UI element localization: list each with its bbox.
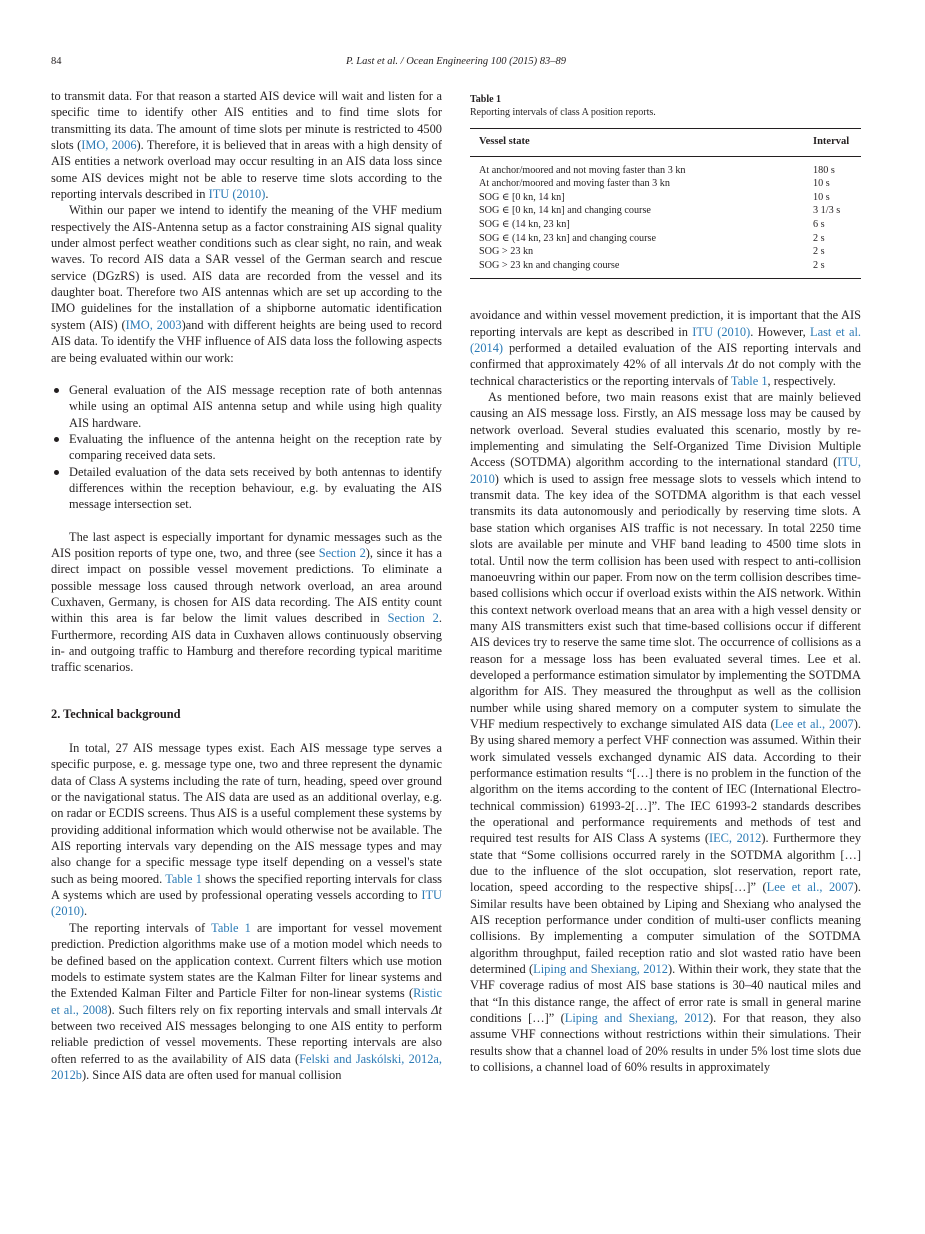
paragraph <box>51 202 442 365</box>
text-run: , respectively. <box>767 373 836 388</box>
text-run: General evaluation of the AIS message reception rate of both antennas while using an optimal AIS antenna setup and while using high quality AIS hardware. <box>69 382 442 430</box>
paragraph <box>470 307 861 389</box>
right-column <box>470 88 861 1076</box>
paragraph <box>51 88 442 202</box>
text-run: The reporting intervals of <box>69 920 212 935</box>
bullet-list <box>51 382 442 513</box>
text-run: . <box>84 904 88 919</box>
citation-link[interactable]: Lee et al., 2007 <box>774 716 854 731</box>
table-cell: 180 s <box>813 164 835 176</box>
table-cell: SOG ∈ [0 kn, 14 kn] <box>479 191 565 203</box>
paragraph <box>470 389 861 1075</box>
page-header <box>51 56 861 72</box>
text-run: to transmit data. For that reason a started AIS device will wait and listen for a specific time to identify other AIS entities and to find time slots for transmitting its data. The amount of time slots per minute is restricted to 4500 slots ( <box>51 89 442 153</box>
paragraph <box>51 740 442 920</box>
table-link[interactable]: Table 1 <box>211 920 251 935</box>
table-cell: SOG ∈ [0 kn, 14 kn] and changing course <box>479 205 651 217</box>
table-cell: SOG > 23 kn and changing course <box>470 259 804 279</box>
citation-link[interactable]: IEC, 2012 <box>708 831 762 846</box>
table-row <box>470 245 861 259</box>
table-link[interactable]: Table 1 <box>165 871 202 886</box>
table-cell: 2 s <box>813 232 825 244</box>
text-run: In total, 27 AIS message types exist. Each AIS message type serves a specific purpose, e. g. message type one, two and three represent the dynamic data of Class A systems including the rate of turn, heading, speed over ground or the navigational status. The AIS data are used as an additional overlay, e.g. on radar or ECDIS screens. Thus AIS is a useful complement these systems by providing additional information which would otherwise not be available. The AIS reporting intervals vary depending on the AIS message types and may also change for a specific message type itself depending on a vessel's state such as being moored. <box>51 741 442 886</box>
math-symbol: Δt <box>727 357 739 372</box>
left-column <box>51 88 442 1083</box>
table-row <box>470 259 861 279</box>
running-head: P. Last et al. / Ocean Engineering 100 (2015) 83–89 <box>346 56 566 67</box>
text-run: Within our paper we intend to identify the meaning of the VHF medium respectively the AIS-Antenna setup as a factor constraining AIS signal quality under almost perfect weather conditions such as clear sight, no rain, and weak waves. To record AIS data a SAR vessel of the German search and rescue service (DGzRS) is used. AIS data are recorded from the vessel and its daughter boat. Therefore two AIS antennas which are set up according to the IMO guidelines for the installation of a shipborne automatic identification system (AIS) ( <box>51 203 442 332</box>
text-run: shows the specified reporting intervals for class A systems which are used by professional operating vessels according to <box>51 871 442 903</box>
text-run: ). By using shared memory a perfect VHF connection was assumed. Within their work simulated vessels exchanged dynamic AIS data. According to their performance estimation results “[…] there is no problem in the function of the algorithm on the items according to the content of IEC (International Electro-technical commission) 61993-2[…]”. The IEC 61993-2 standards describes the operational and performance requirements and methods of test and required test results for AIS Class A systems ( <box>470 716 861 846</box>
text-run: between two received AIS messages belonging to one AIS entity to perform reliable prediction of vessel movements. These reporting intervals are also often referred to as the availability of AIS data ( <box>51 1018 442 1066</box>
table-row <box>470 177 861 191</box>
table-row <box>470 232 861 246</box>
table-cell: SOG > 23 kn <box>479 246 534 258</box>
table-cell: 6 s <box>813 218 825 230</box>
text-run: ). For that reason, they also assume VHF connections without restrictions within their simulations. Their results show that a channel load of 20% results in under 5% lost time slots due to collisions, a channel load of 60% results in approximately <box>470 1011 862 1075</box>
table-cell: SOG ∈ (14 kn, 23 kn] <box>479 218 570 230</box>
list-item <box>51 464 442 513</box>
bullet-icon <box>54 470 59 475</box>
table-cell: 3 1/3 s <box>813 205 841 217</box>
math-symbol: Δt <box>431 1002 442 1017</box>
table-cell: 10 s <box>813 191 830 203</box>
table-cell: 2 s <box>804 259 861 279</box>
text-run: ). Such filters rely on fix reporting intervals and small intervals <box>107 1002 432 1017</box>
bullet-icon <box>54 388 59 393</box>
text-run: ). Furthermore they state that “Some collisions occurred rarely in the SOTDMA algorithm […] due to the influence of the slot occupation, slot reservation, report rate, location, speed according to the respective ships[…]” ( <box>470 831 862 895</box>
citation-link[interactable]: ITU, 2010 <box>470 455 861 486</box>
section-heading: 2. Technical background <box>51 706 181 721</box>
text-run: The last aspect is especially important for dynamic messages such as the AIS position reports of type one, two, and three (see <box>51 529 442 560</box>
text-run: are important for vessel movement prediction. Prediction algorithms make use of a motion model which needs to be defined based on the application context. Current filters which use motion models to estimate system states are the Kalman Filter for linear systems and the Extended Kalman Filter and Particle Filter for non-linear systems ( <box>51 920 442 1001</box>
text-run: performed a detailed evaluation of the AIS reporting intervals and confirmed that approximately 42% of all intervals <box>470 341 861 372</box>
list-item <box>51 431 442 464</box>
citation-link[interactable]: Liping and Shexiang, 2012 <box>533 962 668 977</box>
table-cell: At anchor/moored and moving faster than 3 kn <box>479 178 670 190</box>
section-link[interactable]: Section 2 <box>387 611 439 626</box>
citation-link[interactable]: ITU (2010) <box>692 324 751 339</box>
reporting-intervals-table <box>470 128 861 279</box>
citation-link[interactable]: Last et al. (2014) <box>470 324 861 356</box>
column-header: Interval <box>804 129 861 157</box>
list-item <box>51 382 442 431</box>
citation-link[interactable]: ITU (2010) <box>51 888 442 919</box>
text-run: avoidance and within vessel movement prediction, it is important that the AIS reporting intervals are kept as described in <box>470 308 861 339</box>
paragraph <box>51 920 442 1083</box>
page-number: 84 <box>51 56 62 67</box>
table-cell: SOG ∈ (14 kn, 23 kn] and changing course <box>479 232 657 244</box>
text-run: do not comply with the technical characteristics or the reporting intervals of <box>470 357 861 388</box>
citation-link[interactable]: Felski and Jaskólski, 2012a, 2012b <box>51 1051 442 1082</box>
table-cell: At anchor/moored and not moving faster than 3 kn <box>479 164 686 176</box>
text-run: ), since it has a direct impact on possible vessel movement predictions. To eliminate a possible message loss caused through network overload, an area around Cuxhaven, Germany, is chosen for AIS data recording. The AIS entity count within this area is far below the limit values described in <box>51 545 442 626</box>
citation-link[interactable]: Ristic et al., 2008 <box>51 986 442 1017</box>
table-cell: 10 s <box>813 178 830 190</box>
table-row <box>470 218 861 232</box>
text-run: . <box>265 187 269 202</box>
text-run: ). Since AIS data are often used for manual collision <box>81 1067 342 1082</box>
column-header: Vessel state <box>470 129 804 157</box>
text-run: . However, <box>750 324 811 339</box>
bullet-icon <box>54 437 59 442</box>
citation-link[interactable]: ITU (2010) <box>208 187 266 202</box>
citation-link[interactable]: Liping and Shexiang, 2012 <box>564 1011 710 1026</box>
section-link[interactable]: Section 2 <box>318 545 366 560</box>
text-run: . Furthermore, recording AIS data in Cuxhaven allows continuously observing in- and outgoing traffic to Hamburg and therefore recording typical maritime traffic scenarios. <box>51 611 442 675</box>
table-caption-text: Reporting intervals of class A position reports. <box>470 107 656 118</box>
citation-link[interactable]: IMO, 2006 <box>81 138 137 153</box>
table-row <box>470 204 861 218</box>
text-run: )and with different heights are being used to record AIS data. To identify the VHF influence of AIS data loss the following aspects are being evaluated within our work: <box>51 317 442 365</box>
text-run: ). Therefore, it is believed that in areas with a high density of AIS entities a network overload may occur resulting in an AIS data loss since some AIS devices might not be able to reserve time slots according to the reporting intervals described in <box>51 138 442 202</box>
table-link[interactable]: Table 1 <box>730 373 768 388</box>
text-run: ). Similar results have been obtained by Liping and Shexiang who analysed the AIS reception performance under condition of multi-user conflicts meaning collisions. By implementing a computer simulation of the SOTDMA algorithm throughput, failed reception ratio and slot wasted ratio have been determined ( <box>470 880 861 977</box>
citation-link[interactable]: IMO, 2003 <box>125 317 182 332</box>
text-run: Evaluating the influence of the antenna height on the reception rate by comparing received data sets. <box>69 431 442 463</box>
table-caption <box>470 93 861 119</box>
table-label: Table 1 <box>470 94 502 105</box>
citation-link[interactable]: Lee et al., 2007 <box>766 880 854 895</box>
table-row <box>470 191 861 205</box>
text-run: As mentioned before, two main reasons exist that are mainly believed causing an AIS message loss. Firstly, an AIS message loss may be caused by network overload. Several studies evaluated this scenario, mostly by re-implementing and simulating the Self-Organized Time Division Multiple Access (SOTDMA) algorithm according to the international standard ( <box>470 390 861 470</box>
text-run: Detailed evaluation of the data sets received by both antennas to identify differences within the reception behaviour, e.g. by evaluating the AIS message intersection set. <box>69 464 442 512</box>
text-run: ) which is used to assign free message slots to vessels which intend to transmit data. The key idea of the SOTDMA algorithm is that each vessel transmits its data autonomously and periodically by reserving time slots. A base station which organises AIS traffic is not necessary. In total 2250 time slots are available per minute and VHF band leading to 4500 time slots in total. Until now the term collision has been used with respect to anti-collision manoeuvring within our paper. From now on the term collision describes time-based collisions which occur if overload exists within the AIS network. Within this context network overload means that an area with a high vessel density or many AIS transmitters exist such that time-based collisions occur if different AIS devices try to reserve the same time slot. The occurrence of collisions as a reason for a message loss has been evaluated several times. Lee et al. developed a performance estimation simulator by implementing the SOTDMA algorithm for AIS. They measured the throughput as well as the collision number while using shared memory on a computer system to simulate the VHF medium respectively to exchange simulated AIS data ( <box>470 471 861 731</box>
table-row <box>470 156 861 177</box>
table-cell: 2 s <box>813 246 825 258</box>
paragraph <box>51 529 442 676</box>
text-run: ). Within their work, they state that the VHF coverage radius of most AIS base stations is 30–40 nautical miles and that “In this distance range, the affect of error rate is small in general marine conditions […]” ( <box>470 962 862 1026</box>
